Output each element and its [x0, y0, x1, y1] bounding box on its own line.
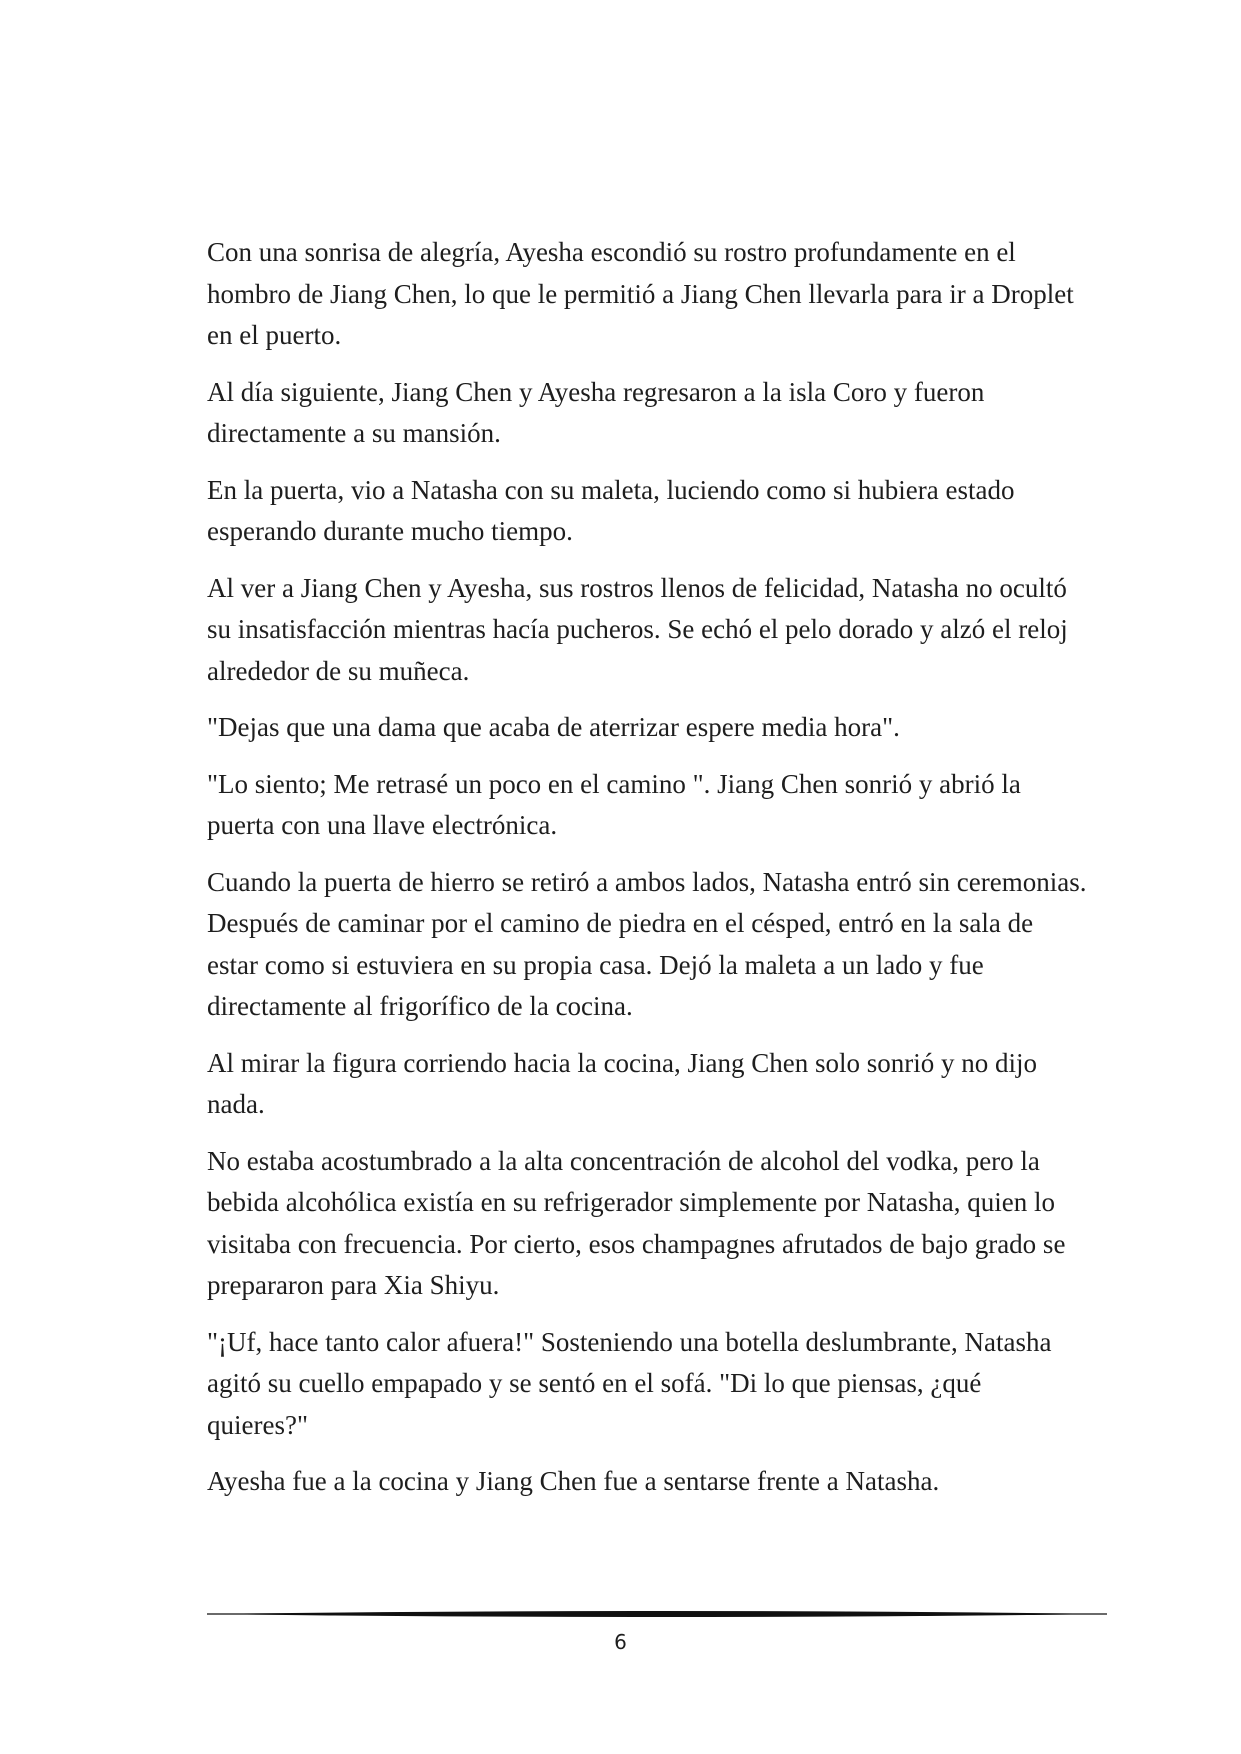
paragraph-6: "Lo siento; Me retrasé un poco en el camino ". Jiang Chen sonrió y abrió la puerta con una llave electrónica. — [207, 768, 1021, 840]
paragraph-9: No estaba acostumbrado a la alta concentración de alcohol del vodka, pero la bebida alcohólica existía en su refrigerador simplemente por Natasha, quien lo visitaba con frecuencia. Por cierto, esos champagnes afrutados de bajo grado se prepararon para Xia Shiyu. — [207, 1145, 1066, 1300]
paragraph-7: Cuando la puerta de hierro se retiró a ambos lados, Natasha entró sin ceremonias. Después de caminar por el camino de piedra en el césped, entró en la sala de estar como si estuviera en su propia casa. Dejó la maleta a un lado y fue directamente al frigorífico de la cocina. — [207, 866, 1087, 1021]
paragraph-1: Con una sonrisa de alegría, Ayesha escondió su rostro profundamente en el hombro de Jiang Chen, lo que le permitió a Jiang Chen llevarla para ir a Droplet en el puerto. — [207, 237, 1074, 350]
paragraph-3: En la puerta, vio a Natasha con su maleta, luciendo como si hubiera estado esperando durante mucho tiempo. — [207, 474, 1015, 546]
paragraph-5: "Dejas que una dama que acaba de aterrizar espere media hora". — [207, 712, 900, 742]
paragraph-2: Al día siguiente, Jiang Chen y Ayesha regresaron a la isla Coro y fueron directamente a su mansión. — [207, 376, 985, 448]
paragraph-11: Ayesha fue a la cocina y Jiang Chen fue a sentarse frente a Natasha. — [207, 1466, 940, 1496]
footer-divider — [207, 1606, 1107, 1622]
body-text — [207, 232, 1087, 1518]
paragraph-8: Al mirar la figura corriendo hacia la cocina, Jiang Chen solo sonrió y no dijo nada. — [207, 1047, 1038, 1119]
paragraph-10: "¡Uf, hace tanto calor afuera!" Sosteniendo una botella deslumbrante, Natasha agitó su cuello empapado y se sentó en el sofá. "Di lo que piensas, ¿qué quieres?" — [207, 1326, 1052, 1440]
paragraph-4: Al ver a Jiang Chen y Ayesha, sus rostros llenos de felicidad, Natasha no ocultó su insatisfacción mientras hacía pucheros. Se echó el pelo dorado y alzó el reloj alrededor de su muñeca. — [207, 572, 1068, 686]
page-number: 6 — [614, 1630, 627, 1654]
